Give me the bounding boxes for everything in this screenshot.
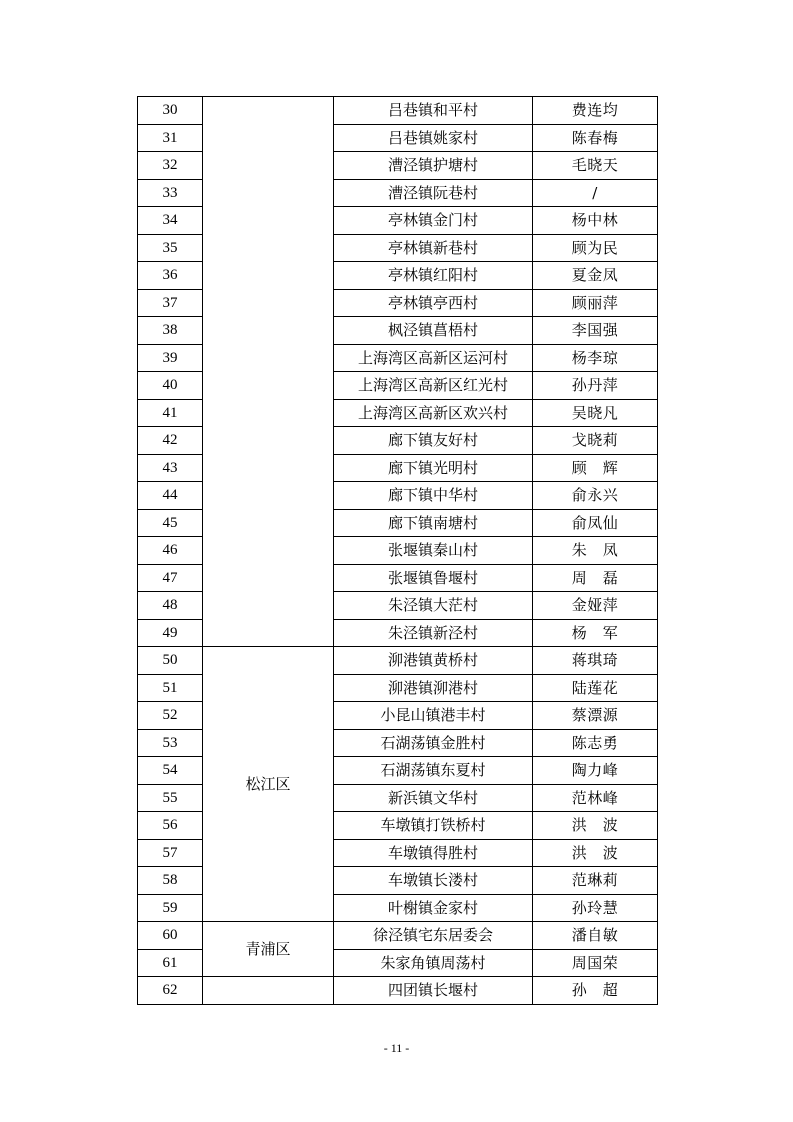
unit-cell: 朱泾镇大茫村 bbox=[334, 592, 533, 620]
unit-cell: 漕泾镇护塘村 bbox=[334, 152, 533, 180]
person-name-cell: 陆莲花 bbox=[533, 674, 658, 702]
person-name-cell: 朱 凤 bbox=[533, 537, 658, 565]
unit-cell: 泖港镇黄桥村 bbox=[334, 647, 533, 675]
row-number-cell: 48 bbox=[138, 592, 203, 620]
district-cell bbox=[203, 977, 334, 1005]
person-name-cell: 顾丽萍 bbox=[533, 289, 658, 317]
roster-table bbox=[137, 96, 658, 1005]
row-number-cell: 57 bbox=[138, 839, 203, 867]
unit-cell: 朱家角镇周荡村 bbox=[334, 949, 533, 977]
unit-cell: 枫泾镇菖梧村 bbox=[334, 317, 533, 345]
district-cell: 青浦区 bbox=[203, 922, 334, 977]
table-row bbox=[138, 977, 658, 1005]
unit-cell: 上海湾区高新区运河村 bbox=[334, 344, 533, 372]
person-name-cell: 洪 波 bbox=[533, 839, 658, 867]
unit-cell: 廊下镇中华村 bbox=[334, 482, 533, 510]
roster-table-body bbox=[138, 97, 658, 1005]
unit-cell: 廊下镇光明村 bbox=[334, 454, 533, 482]
person-name-cell: 孙 超 bbox=[533, 977, 658, 1005]
row-number-cell: 52 bbox=[138, 702, 203, 730]
person-name-cell: 费连均 bbox=[533, 97, 658, 125]
person-name-cell: 夏金凤 bbox=[533, 262, 658, 290]
row-number-cell: 43 bbox=[138, 454, 203, 482]
row-number-cell: 42 bbox=[138, 427, 203, 455]
person-name-cell: 蔡漂源 bbox=[533, 702, 658, 730]
unit-cell: 亭林镇亭西村 bbox=[334, 289, 533, 317]
table-row bbox=[138, 97, 658, 125]
row-number-cell: 44 bbox=[138, 482, 203, 510]
unit-cell: 车墩镇长溇村 bbox=[334, 867, 533, 895]
table-row bbox=[138, 647, 658, 675]
unit-cell: 小昆山镇港丰村 bbox=[334, 702, 533, 730]
unit-cell: 新浜镇文华村 bbox=[334, 784, 533, 812]
row-number-cell: 61 bbox=[138, 949, 203, 977]
row-number-cell: 50 bbox=[138, 647, 203, 675]
unit-cell: 亭林镇金门村 bbox=[334, 207, 533, 235]
row-number-cell: 55 bbox=[138, 784, 203, 812]
row-number-cell: 33 bbox=[138, 179, 203, 207]
unit-cell: 亭林镇红阳村 bbox=[334, 262, 533, 290]
person-name-cell: 孙玲慧 bbox=[533, 894, 658, 922]
unit-cell: 廊下镇友好村 bbox=[334, 427, 533, 455]
row-number-cell: 36 bbox=[138, 262, 203, 290]
row-number-cell: 32 bbox=[138, 152, 203, 180]
row-number-cell: 34 bbox=[138, 207, 203, 235]
unit-cell: 廊下镇南塘村 bbox=[334, 509, 533, 537]
row-number-cell: 54 bbox=[138, 757, 203, 785]
table-row bbox=[138, 922, 658, 950]
person-name-cell: 顾 辉 bbox=[533, 454, 658, 482]
row-number-cell: 53 bbox=[138, 729, 203, 757]
person-name-cell: 杨中林 bbox=[533, 207, 658, 235]
person-name-cell: 杨 军 bbox=[533, 619, 658, 647]
row-number-cell: 40 bbox=[138, 372, 203, 400]
person-name-cell: 范林峰 bbox=[533, 784, 658, 812]
unit-cell: 吕巷镇和平村 bbox=[334, 97, 533, 125]
person-name-cell: 孙丹萍 bbox=[533, 372, 658, 400]
person-name-cell: 毛晓天 bbox=[533, 152, 658, 180]
row-number-cell: 31 bbox=[138, 124, 203, 152]
person-name-cell: 戈晓莉 bbox=[533, 427, 658, 455]
row-number-cell: 30 bbox=[138, 97, 203, 125]
row-number-cell: 41 bbox=[138, 399, 203, 427]
person-name-cell: 俞永兴 bbox=[533, 482, 658, 510]
row-number-cell: 51 bbox=[138, 674, 203, 702]
person-name-cell: 范琳莉 bbox=[533, 867, 658, 895]
row-number-cell: 59 bbox=[138, 894, 203, 922]
unit-cell: 上海湾区高新区欢兴村 bbox=[334, 399, 533, 427]
unit-cell: 漕泾镇阮巷村 bbox=[334, 179, 533, 207]
row-number-cell: 49 bbox=[138, 619, 203, 647]
person-name-cell: 陈志勇 bbox=[533, 729, 658, 757]
person-name-cell: 潘自敏 bbox=[533, 922, 658, 950]
row-number-cell: 39 bbox=[138, 344, 203, 372]
person-name-cell: 金娅萍 bbox=[533, 592, 658, 620]
unit-cell: 叶榭镇金家村 bbox=[334, 894, 533, 922]
unit-cell: 张堰镇鲁堰村 bbox=[334, 564, 533, 592]
row-number-cell: 37 bbox=[138, 289, 203, 317]
row-number-cell: 38 bbox=[138, 317, 203, 345]
person-name-cell: 俞凤仙 bbox=[533, 509, 658, 537]
unit-cell: 张堰镇秦山村 bbox=[334, 537, 533, 565]
row-number-cell: 62 bbox=[138, 977, 203, 1005]
person-name-cell: 李国强 bbox=[533, 317, 658, 345]
person-name-cell: 周国荣 bbox=[533, 949, 658, 977]
row-number-cell: 60 bbox=[138, 922, 203, 950]
page-number: - 11 - bbox=[383, 1041, 410, 1055]
district-cell: 松江区 bbox=[203, 647, 334, 922]
person-name-cell: / bbox=[533, 179, 658, 207]
unit-cell: 亭林镇新巷村 bbox=[334, 234, 533, 262]
unit-cell: 四团镇长堰村 bbox=[334, 977, 533, 1005]
unit-cell: 上海湾区高新区红光村 bbox=[334, 372, 533, 400]
unit-cell: 吕巷镇姚家村 bbox=[334, 124, 533, 152]
unit-cell: 石湖荡镇金胜村 bbox=[334, 729, 533, 757]
row-number-cell: 46 bbox=[138, 537, 203, 565]
person-name-cell: 顾为民 bbox=[533, 234, 658, 262]
row-number-cell: 47 bbox=[138, 564, 203, 592]
person-name-cell: 吴晓凡 bbox=[533, 399, 658, 427]
person-name-cell: 陶力峰 bbox=[533, 757, 658, 785]
district-cell bbox=[203, 97, 334, 647]
unit-cell: 车墩镇得胜村 bbox=[334, 839, 533, 867]
person-name-cell: 陈春梅 bbox=[533, 124, 658, 152]
person-name-cell: 蒋琪琦 bbox=[533, 647, 658, 675]
unit-cell: 徐泾镇宅东居委会 bbox=[334, 922, 533, 950]
person-name-cell: 杨李琼 bbox=[533, 344, 658, 372]
row-number-cell: 35 bbox=[138, 234, 203, 262]
row-number-cell: 45 bbox=[138, 509, 203, 537]
unit-cell: 泖港镇泖港村 bbox=[334, 674, 533, 702]
unit-cell: 朱泾镇新泾村 bbox=[334, 619, 533, 647]
person-name-cell: 周 磊 bbox=[533, 564, 658, 592]
unit-cell: 石湖荡镇东夏村 bbox=[334, 757, 533, 785]
row-number-cell: 58 bbox=[138, 867, 203, 895]
row-number-cell: 56 bbox=[138, 812, 203, 840]
unit-cell: 车墩镇打铁桥村 bbox=[334, 812, 533, 840]
person-name-cell: 洪 波 bbox=[533, 812, 658, 840]
